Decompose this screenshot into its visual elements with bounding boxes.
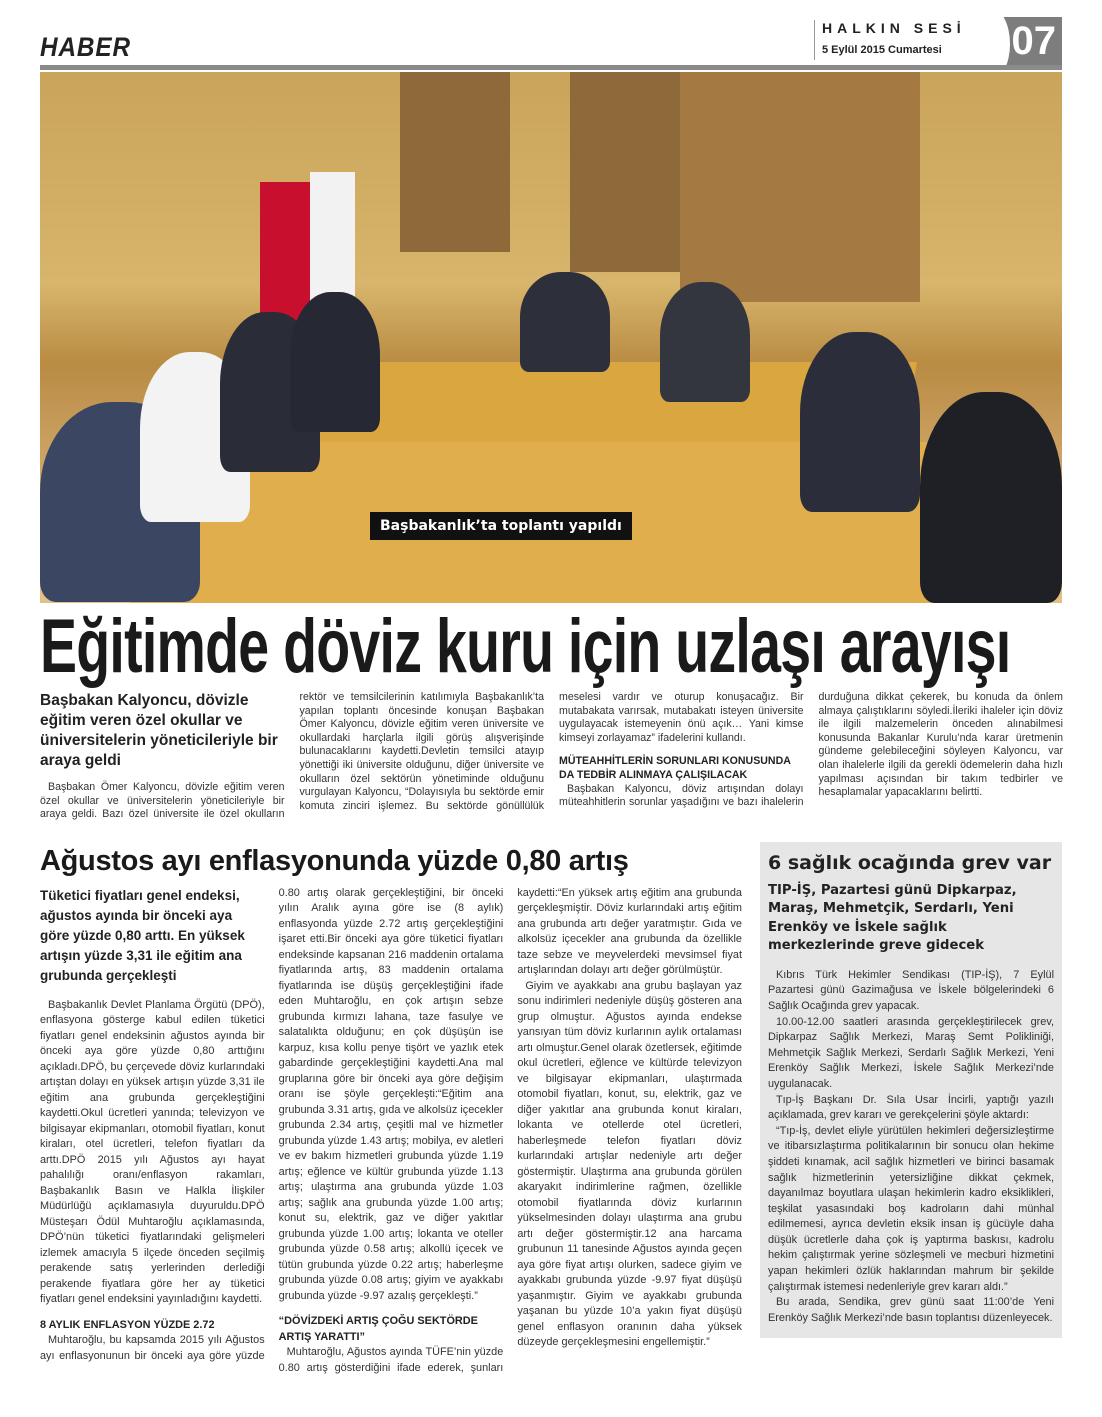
newspaper-name: HALKIN SESİ bbox=[822, 20, 966, 36]
person bbox=[290, 292, 380, 432]
main-headline: Eğitimde döviz kuru için uzlaşı arayışı bbox=[40, 604, 1011, 689]
bookshelf bbox=[680, 72, 920, 302]
bookshelf bbox=[570, 72, 690, 272]
article-paragraph: Kıbrıs Türk Hekimler Sendikası (TIP-İŞ), 7 Eylül Pazartesi günü Gazimağusa ve İskele bölgelerindeki 6 Sağlık Ocağında grev yapacak. bbox=[768, 968, 1054, 1012]
photo-caption: Başbakanlık’ta toplantı yapıldı bbox=[370, 512, 632, 540]
article-paragraph: Başbakan Ömer Kalyoncu, dövizle eğitim veren özel okullar ve üniversitelerin yöneticileriyle bir araya geldi. Bazı özel üniversite ile özel okulların rektör ve temsilcilerinin katılımıyla Başbakanlık’ta yapılan toplantı öncesinde konuşan Başbakan Ömer Kalyoncu, dövizle eğitim veren üniversite ve okullardaki harçlarla ilgili görüş alışverişinde bulunacaklarını kaydetti.Devletin temsilci atayıp yönettiği iki üniversite olduğunu, diğer üniversite ve okulların özel sektörün yönetiminde olduğunu vurgulayan Kalyoncu, “Dolayısıyla bu sektörde emir komuta zinciri işlemez. Bu sektörde gönüllülük meselesi vardır ve oturup konuşacağız. Bir mutabakata varırsak, mutabakatı isteyen üniversite uygulayacak istemeyenin önü açık… Yani kimse kimseyi zorlayamaz” ifadelerini kullandı. bbox=[40, 691, 804, 821]
article-subhead: Tüketici fiyatları genel endeksi, ağustos ayında bir önceki aya göre yüzde 0,80 arttı. En yüksek artışın yüzde 3,31 ile eğitim ana grubunda gerçekleşti bbox=[40, 887, 245, 983]
person bbox=[520, 272, 610, 372]
person bbox=[920, 392, 1062, 603]
page-number-box bbox=[996, 17, 1062, 67]
bookshelf bbox=[400, 72, 510, 252]
article-paragraph: Giyim ve ayakkabı ana grubu başlayan yaz sonu indirimleri nedeniyle düşüş gösteren ana grup olmuştur. Ağustos ayında endekse yansıyan tüm döviz kurlarının aylık ortalaması artı olmuştur.Genel olarak özetlersek, eğitimde okul ücretleri, eğlence ve kültürde televizyon ve bilgisayar ekipmanları, ulaştırmada otomobil fiyatları, konut, su, elektrik, gaz ve diğer yakıtlar ana grubunda konut kiraları, lokanta ve otellerde otel ücretleri, haberleşmede telefon fiyatları döviz kurlarındaki artışlar nedeniyle artı değer göstermiştir. Ulaştırma ana grubunda görülen akaryakıt indirimlerine rağmen, özellikle otomobil fiyatlarında döviz kurlarının yükselmesinden dolayı ulaştırma ana grubu artı değer göstermiştir.12 ana harcama grubunun 11 tanesinde Ağustos ayında geçen aya göre fiyat artışı olurken, sadece giyim ve ayakkabı grubunda yüzde -9.97 fiyat düşüşü yaşanmıştır. Giyim ve ayakkabı grubunda yaşanan bu yüzde 10’a yakın fiyat düşüşü genel enflasyon oranının daha yüksek düzeyde gerçekleşmesini engellemiştir.” bbox=[517, 979, 742, 1349]
person bbox=[800, 332, 920, 512]
article-subhead: Başbakan Kalyoncu, dövizle eğitim veren özel okullar ve üniversitelerin yöneticileriyle bir araya geldi bbox=[40, 692, 278, 769]
meeting-photo bbox=[40, 72, 1062, 603]
article-section-head: MÜTEAHHİTLERİN SORUNLARI KONUSUNDA DA TEDBİR ALINMAYA ÇALIŞILACAK bbox=[559, 755, 791, 781]
article-paragraph: Başbakan Kalyoncu, döviz artışından dolayı müteahhitlerin sorunlar yaşadığını ve bazı ihalelerin durduğuna dikkat çekerek, bu konuda da önlem almaya çalıştıklarını söyledi.İleriki ihaleler için döviz ile ilgili malzemelerin önceden alınabilmesi konusunda Bakanlar Kurulu’nda karar üretmenin gündeme gelebileceğini söyleyen Kalyoncu, var olan ihalelerle ilgili da gerekli ödemelerin daha hızlı yapılması açısından bir takım tedbirler ve hesaplamalar yapacaklarını belirtti. bbox=[559, 691, 1063, 809]
strike-headline: 6 sağlık ocağında grev var bbox=[768, 851, 1052, 874]
education-article bbox=[40, 691, 1063, 822]
article-paragraph: Muhtaroğlu, Ağustos ayında TÜFE’nin yüzde 0.80 artış gösterdiğini ifade ederek, şunları kaydetti:“En yüksek artış eğitim ana grubunda gerçekleşmiştir. Döviz kurlarındaki artış eğitim ana grubunda artı değer yaratmıştır. Gıda ve alkolsüz içecekler ana grubunda da özellikle taze sebze ve meyvelerdeki mevsimsel fiyat artışlarından dolayı artı değer görülmüştür. bbox=[278, 886, 742, 1374]
page-number: 07 bbox=[1011, 19, 1056, 63]
person bbox=[660, 282, 750, 402]
article-section-head: “DÖVİZDEKİ ARTIŞ ÇOĞU SEKTÖRDE ARTIŞ YARATTI” bbox=[278, 1315, 478, 1343]
strike-body bbox=[768, 968, 1054, 1327]
article-paragraph: Tıp-İş Başkanı Dr. Sıla Usar İncirli, yaptığı yazılı açıklamada, grev kararı ve gerekçelerini şöyle aktardı: bbox=[768, 1093, 1054, 1122]
lower-section bbox=[40, 842, 1062, 1377]
section-label: HABER bbox=[40, 32, 131, 62]
article-columns bbox=[40, 886, 742, 1377]
strike-subhead: TIP-İŞ, Pazartesi günü Dipkarpaz, Maraş, Mehmetçik, Serdarlı, Yeni Erenköy ve İskele sağlık merkezlerinde greve gidecek bbox=[768, 882, 1017, 954]
article-paragraph: Başbakanlık Devlet Planlama Örgütü (DPÖ), enflasyona gösterge kabul edilen tüketici fiyatları genel endeksinin ağustos ayında bir önceki aya göre yüzde 0,80 arttığını açıkladı.DPÖ, bu çerçevede döviz kurlarındaki artıştan dolayı en yüksek artışın yüzde 3,31 ile eğitim ana grubunda gerçekleştiğini kaydetti.Okul ücretleri yanında; televizyon ve bilgisayar ekipmanları, otomobil fiyatları, konut kiraları, otel ücretleri, telefon fiyatları da arttı.DPÖ 2015 yılı Ağustos ayı hayat pahalılığı oranı/enflasyon rakamları, Başbakanlık Basın ve Halkla İlişkiler Müdürlüğü açıklamasıyla duyuruldu.DPÖ Müsteşarı Ödül Muhtaroğlu açıklamasında, DPÖ’nün tüketici fiyatlarındaki gelişmeleri izlemek amacıyla 5 ilçede önceden seçilmiş perakende satış yerlerinden derlediği perakende fiyatlara göre her ay tüketici fiyatları genel endeksini yayınladığını kaydetti. bbox=[40, 998, 265, 1306]
inflation-headline: Ağustos ayı enflasyonunda yüzde 0,80 artış bbox=[40, 844, 629, 877]
inflation-article bbox=[40, 842, 742, 1377]
divider bbox=[814, 20, 815, 60]
article-section-head: 8 AYLIK ENFLASYON YÜZDE 2.72 bbox=[40, 1318, 215, 1331]
article-paragraph: Muhtaroğlu, bu kapsamda 2015 yılı Ağustos ayı enflasyonunun bir önceki aya göre yüzde 0.80 artış olarak gerçekleştiğini, bir önceki yılın Aralık ayına göre ise (8 aylık) enflasyonda yüzde 2.72 artış gerçekleştiğini işaret etti.Bir önceki aya göre tüketici fiyatları endeksinde kapsanan 216 maddenin ortalama fiyatlarında artış, 83 maddenin ortalama fiyatlarında ise düşüş gerçekleştiğini ifade eden Muhtaroğlu, en çok artışın sebze grubunda kırmızı lahana, taze fasulye ve salatalıkta olduğunu; en çok düşüşün ise karpuz, kısa kollu penye tişört ve yazlık etek gabardinde gerçekleştiğini kaydetti.Ana mal gruplarına göre bir önceki aya göre değişim oranı ise şöyle gerçekleşti:“Eğitim ana grubunda 3.31 artış, gıda ve alkolsüz içecekler grubunda 2.34 artış, çeşitli mal ve hizmetler grubunda yüzde 1.43 artış; mobilya, ev aletleri ve ev bakım hizmetleri grubunda yüzde 1.19 artış; eğlence ve kültür grubunda yüzde 1.13 artış; ulaştırma ana grubunda yüzde 1.03 artış; sağlık ana grubunda yüzde 1.00 artış; konut su, elektrik, gaz ve diğer yakıtlar grubunda yüzde 1.00 artış; lokanta ve oteller grubunda yüzde 0.58 artış; alkollü içecek ve tütün grubunda yüzde 0.22 artış; haberleşme grubunda yüzde 0.08 artış; giyim ve ayakkabı grubunda yüzde -9.97 azalış gerçekleşti.” bbox=[40, 886, 504, 1362]
headline-area bbox=[40, 603, 1062, 691]
header-rule bbox=[40, 65, 1062, 70]
issue-date: 5 Eylül 2015 Cumartesi bbox=[822, 44, 942, 56]
article-paragraph: “Tıp-İş, devlet eliyle yürütülen hekimleri değersizleştirme ve itibarsızlaştırma politikalarının bir sonucu olan hekime şiddeti kınamak, acil sağlık hizmetleri ve birinci basamak sağlık hizmetlerinin yetersizliğine dikkat çekmek, dayanılmaz boyutlara ulaşan hekimlerin kadro eksiklikleri, teşkilat yasasındaki boş kadroların dahi münhal edilmemesi, ayrıca devletin eksik insan iş gücüyle daha düşük ücretlerle daha çok iş yaptırma baskısı, kadrolu hekim çalıştırmak yerine sözleşmeli ve mecburi hizmetini yapan hekimleri özlük haklarından mahrum bir şekilde çalıştırmak istemesi nedenleriyle grev kararı aldı.” bbox=[768, 1124, 1054, 1293]
article-paragraph: 10.00-12.00 saatleri arasında gerçekleştirilecek grev, Dipkarpaz Sağlık Merkezi, Maraş Semt Polikliniği, Mehmetçik Sağlık Merkezi, Serdarlı Sağlık Merkezi, Yeni Erenköy Sağlık Merkezi, İskele Sağlık Merkezi’nde uygulanacak. bbox=[768, 1015, 1054, 1090]
strike-news-box bbox=[760, 842, 1062, 1339]
article-paragraph: Bu arada, Sendika, grev günü saat 11:00’de Yeni Erenköy Sağlık Merkezi’nde basın toplantısı düzenleyecek. bbox=[768, 1296, 1054, 1324]
